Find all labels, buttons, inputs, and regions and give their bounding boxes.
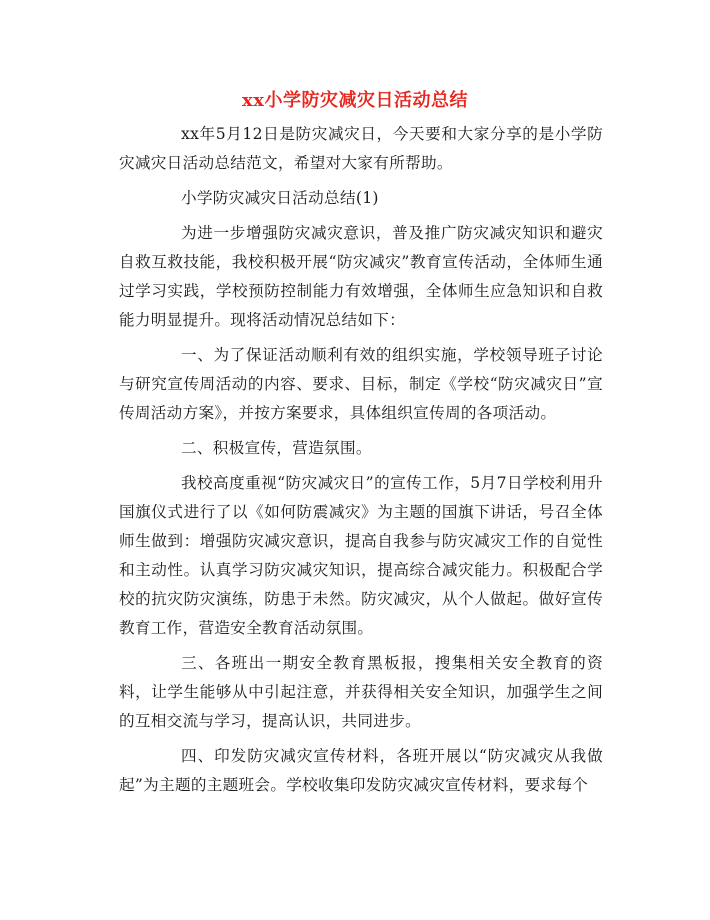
page-title: xx小学防灾减灾日活动总结 (242, 90, 468, 111)
section-heading: 小学防灾减灾日活动总结(1) (181, 189, 379, 207)
point-two-heading: 二、积极宣传，营造氛围。 (181, 439, 372, 457)
overview-paragraph: 为进一步增强防灾减灾意识，普及推广防灾减灾知识和避灾自救互救技能，我校积极开展“防灾减灾”教育宣传活动，全体师生通过学习实践，学校预防控制能力有效增强，全体师生应急知识和自救能力明显提升。现将活动情况总结如下： (119, 224, 603, 329)
intro-paragraph: xx年5月12日是防灾减灾日，今天要和大家分享的是小学防灾减灾日活动总结范文，希望对大家有所帮助。 (119, 125, 603, 172)
point-four-paragraph: 四、印发防灾减灾宣传材料，各班开展以“防灾减灾从我做起”为主题的主题班会。学校收集印发防灾减灾宣传材料，要求每个 (119, 747, 603, 794)
point-three-paragraph: 三、各班出一期安全教育黑板报，搜集相关安全教育的资料，让学生能够从中引起注意，并获得相关安全知识，加强学生之间的互相交流与学习，提高认识，共同进步。 (119, 654, 603, 730)
point-one-paragraph: 一、为了保证活动顺利有效的组织实施，学校领导班子讨论与研究宣传周活动的内容、要求、目标，制定《学校“防灾减灾日”宣传周活动方案》，并按方案要求，具体组织宣传周的各项活动。 (119, 346, 603, 422)
point-two-paragraph: 我校高度重视“防灾减灾日”的宣传工作，5月7日学校利用升国旗仪式进行了以《如何防震减灾》为主题的国旗下讲话，号召全体师生做到：增强防灾减灾意识，提高自我参与防灾减灾工作的自觉性和主动性。认真学习防灾减灾知识，提高综合减灾能力。积极配合学校的抗灾防灾演练，防患于未然。防灾减灾，从个人做起。做好宣传教育工作，营造安全教育活动氛围。 (119, 474, 603, 637)
document-body (119, 120, 603, 806)
